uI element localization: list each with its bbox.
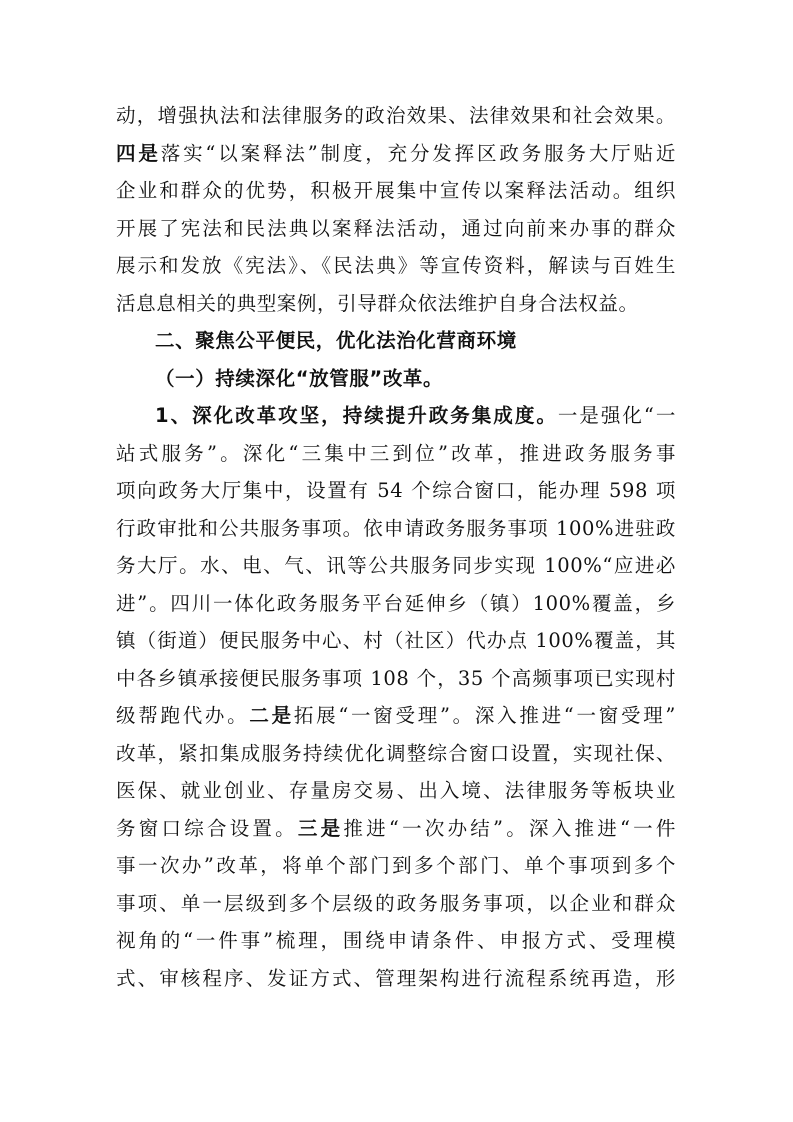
text-span: 落实“以案释法”制度，充分发挥区政务服务大厅贴近 <box>160 141 676 165</box>
emphasis-lead: 二是 <box>249 704 294 727</box>
text-line <box>116 210 676 248</box>
emphasis-lead: 1、深化改革攻坚，持续提升政务集成度。 <box>155 404 558 427</box>
text-span: 企业和群众的优势，积极开展集中宣传以案释法活动。组织 <box>116 179 676 202</box>
text-span: 活息息相关的典型案例，引导群众依法维护自身合法权益。 <box>116 291 639 315</box>
text-line <box>116 510 676 548</box>
text-line <box>116 847 676 885</box>
text-line <box>116 285 676 323</box>
text-line <box>116 472 676 510</box>
text-span: 视角的“一件事”梳理，围绕申请条件、申报方式、受理模 <box>116 929 676 952</box>
text-line <box>116 397 676 435</box>
text-line <box>116 247 676 285</box>
text-line <box>116 622 676 660</box>
text-line <box>116 585 676 623</box>
emphasis-lead: 四是 <box>116 141 161 165</box>
text-line <box>116 810 676 848</box>
text-line <box>116 547 676 585</box>
text-span: 务大厅。水、电、气、讯等公共服务同步实现 100%“应进必 <box>116 554 676 577</box>
subsection-heading: （一）持续深化“放管服”改革。 <box>155 366 444 390</box>
text-line <box>116 135 676 173</box>
text-line <box>116 922 676 960</box>
text-line <box>116 697 676 735</box>
text-span: 进”。四川一体化政务服务平台延伸乡（镇）100%覆盖，乡 <box>116 591 676 615</box>
text-line <box>116 660 676 698</box>
text-span: 事项、单一层级到多个层级的政务服务事项，以企业和群众 <box>116 891 676 915</box>
text-line <box>116 435 676 473</box>
text-span: 展示和发放《宪法》、《民法典》等宣传资料，解读与百姓生 <box>116 254 676 277</box>
text-line <box>116 172 676 210</box>
text-line <box>116 885 676 923</box>
text-span: 推进“一次办结”。深入推进“一件 <box>343 816 676 840</box>
text-span: 务窗口综合设置。 <box>116 816 298 840</box>
text-span: 医保、就业创业、存量房交易、出入境、法律服务等板块业 <box>116 779 676 802</box>
text-span: 镇（街道）便民服务中心、村（社区）代办点 100%覆盖，其 <box>116 629 676 652</box>
text-span: 中各乡镇承接便民服务事项 108 个，35 个高频事项已实现村 <box>116 666 676 690</box>
text-span: 事一次办”改革，将单个部门到多个部门、单个事项到多个 <box>116 854 676 877</box>
text-span: 一是强化“一 <box>557 404 676 427</box>
emphasis-lead: 三是 <box>297 816 344 840</box>
text-span: 开展了宪法和民法典以案释法活动，通过向前来办事的群众 <box>116 216 676 240</box>
text-line <box>116 735 676 773</box>
section-heading: 二、聚焦公平便民，优化法治化营商环境 <box>155 329 517 352</box>
text-span: 拓展“一窗受理”。深入推进“一窗受理” <box>293 704 676 727</box>
text-span: 改革，紧扣集成服务持续优化调整综合窗口设置，实现社保、 <box>116 741 676 765</box>
text-line <box>116 772 676 810</box>
text-span: 行政审批和公共服务事项。依申请政务服务事项 100%进驻政 <box>116 516 676 540</box>
text-span: 项向政务大厅集中，设置有 54 个综合窗口，能办理 598 项 <box>116 479 676 502</box>
document-body <box>116 97 676 997</box>
text-span: 动，增强执法和法律服务的政治效果、法律效果和社会效果。 <box>116 104 676 127</box>
text-line <box>116 97 676 135</box>
text-span: 站式服务”。深化“三集中三到位”改革，推进政务服务事 <box>116 441 676 465</box>
text-span: 级帮跑代办。 <box>116 704 250 727</box>
text-line <box>116 960 676 998</box>
text-span: 式、审核程序、发证方式、管理架构进行流程系统再造，形 <box>116 966 676 990</box>
